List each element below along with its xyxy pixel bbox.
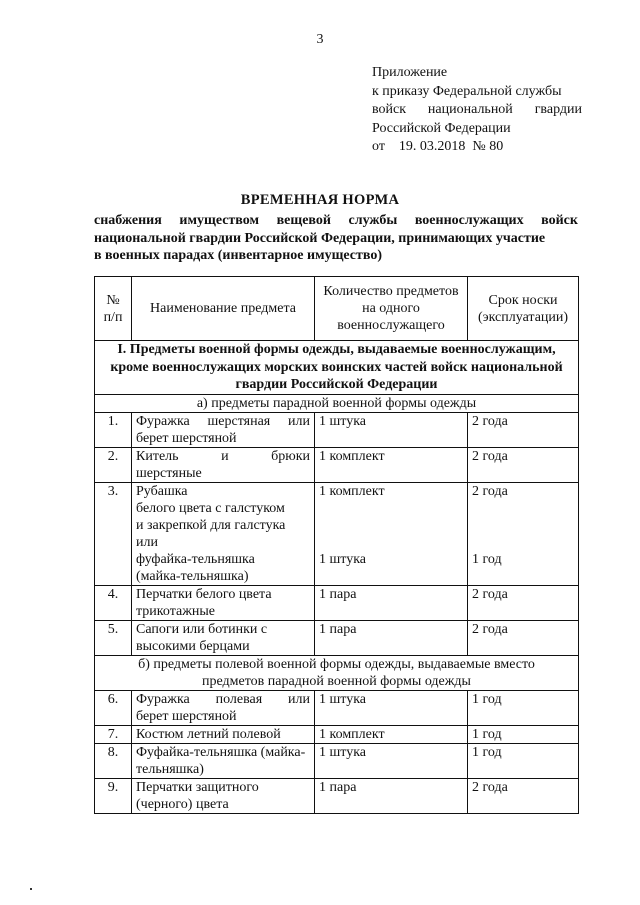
- row-name: Перчатки белого цвета трикотажные: [132, 585, 315, 620]
- row-qty: [315, 482, 468, 585]
- row-qty: 1 комплект: [315, 447, 468, 482]
- term-value: 2 года: [472, 483, 508, 499]
- subtitle-line: в военных парадах (инвентарное имущество): [94, 248, 383, 263]
- table-row: [95, 778, 579, 813]
- row-num: 6.: [95, 690, 132, 725]
- appendix-date-line: от 19. 03.2018 № 80: [372, 139, 504, 154]
- row-term: 2 года: [468, 447, 579, 482]
- row-name: [132, 482, 315, 585]
- row-term: 1 год: [468, 690, 579, 725]
- name-line: фуфайка-тельняшка: [136, 551, 255, 567]
- row-qty: 1 штука: [315, 690, 468, 725]
- row-num: 8.: [95, 743, 132, 778]
- table-row: [95, 743, 579, 778]
- row-num: 1.: [95, 412, 132, 447]
- name-line: (майка-тельняшка): [136, 568, 249, 584]
- table-row: [95, 482, 579, 585]
- name-line: берет шерстяной: [136, 430, 237, 446]
- subtitle-word: вещевой: [276, 213, 331, 228]
- appendix-word: национальной: [427, 102, 513, 117]
- row-num: 9.: [95, 778, 132, 813]
- subsection-row: [95, 394, 579, 412]
- subtitle-word: имуществом: [179, 213, 260, 228]
- subtitle-word: войск: [541, 213, 578, 228]
- scan-speck: [30, 888, 32, 890]
- row-name: Сапоги или ботинки с высокими берцами: [132, 620, 315, 655]
- subtitle-word: военнослужащих: [414, 213, 524, 228]
- subtitle-line: национальной гвардии Российской Федерации, принимающих участие: [94, 230, 546, 246]
- name-line: берет шерстяной: [136, 708, 237, 724]
- appendix-line: Приложение: [372, 65, 448, 80]
- appendix-word: гвардии: [534, 102, 582, 117]
- name-word: и: [221, 448, 229, 464]
- row-term: 2 года: [468, 585, 579, 620]
- qty-value: 1 комплект: [319, 483, 385, 499]
- row-name: Фуфайка-тельняшка (майка-тельняшка): [132, 743, 315, 778]
- name-word: или: [288, 413, 310, 429]
- row-term: 1 год: [468, 743, 579, 778]
- row-qty: 1 пара: [315, 585, 468, 620]
- header-term: Срок носки (эксплуатации): [468, 277, 579, 341]
- row-qty: 1 пара: [315, 778, 468, 813]
- name-word: полевая: [215, 691, 263, 707]
- appendix-word: войск: [372, 102, 407, 117]
- row-num: 4.: [95, 585, 132, 620]
- name-word: шерстяная: [207, 413, 271, 429]
- name-line: [136, 413, 310, 430]
- section-title: I. Предметы военной формы одежды, выдаваемые военнослужащим, кроме военнослужащих морских воинских частей войск национальной гвардии Российской Федерации: [95, 341, 579, 395]
- row-name: Перчатки защитного (черного) цвета: [132, 778, 315, 813]
- subtitle-line: [94, 212, 578, 230]
- row-name: [132, 447, 315, 482]
- appendix-line: Российской Федерации: [372, 120, 511, 136]
- name-line: [136, 448, 310, 465]
- name-line: и закрепкой для галстука: [136, 517, 286, 533]
- name-line: белого цвета с галстуком: [136, 500, 285, 516]
- row-name: [132, 690, 315, 725]
- name-word: Фуражка: [136, 413, 190, 429]
- row-name: [132, 412, 315, 447]
- row-num: 5.: [95, 620, 132, 655]
- name-line: Рубашка: [136, 483, 188, 499]
- header-num: № п/п: [95, 277, 132, 341]
- row-name: Костюм летний полевой: [132, 725, 315, 743]
- row-qty: 1 штука: [315, 412, 468, 447]
- header-qty: Количество предметов на одного военнослужащего: [315, 277, 468, 341]
- row-num: 3.: [95, 482, 132, 585]
- table-header-row: [95, 277, 579, 341]
- term-value: 1 год: [472, 551, 502, 567]
- name-line: шерстяные: [136, 465, 202, 481]
- table-row: [95, 412, 579, 447]
- table-row: [95, 585, 579, 620]
- row-num: 7.: [95, 725, 132, 743]
- row-qty: 1 штука: [315, 743, 468, 778]
- subsection-row: [95, 655, 579, 690]
- row-term: 2 года: [468, 412, 579, 447]
- section-row: [95, 341, 579, 395]
- page-number: 3: [316, 32, 324, 47]
- row-term: [468, 482, 579, 585]
- norms-table: [94, 276, 579, 814]
- name-word: или: [288, 691, 310, 707]
- row-term: 1 год: [468, 725, 579, 743]
- row-term: 2 года: [468, 620, 579, 655]
- name-word: брюки: [271, 448, 310, 464]
- subtitle-word: службы: [348, 213, 398, 228]
- document-subtitle: [94, 212, 578, 265]
- subsection-a-title: а) предметы парадной военной формы одежды: [95, 394, 579, 412]
- header-name: Наименование предмета: [132, 277, 315, 341]
- subsection-b-title: б) предметы полевой военной формы одежды, выдаваемые вместо предметов парадной военной формы одежды: [95, 655, 579, 690]
- table-row: [95, 725, 579, 743]
- table-row: [95, 620, 579, 655]
- table-row: [95, 690, 579, 725]
- appendix-line: к приказу Федеральной службы: [372, 83, 562, 99]
- qty-value: 1 штука: [319, 551, 367, 567]
- document-title: ВРЕМЕННАЯ НОРМА: [240, 192, 400, 208]
- appendix-line: [372, 101, 582, 120]
- name-word: Китель: [136, 448, 179, 464]
- subtitle-word: снабжения: [94, 213, 162, 228]
- table-row: [95, 447, 579, 482]
- row-num: 2.: [95, 447, 132, 482]
- name-line: [136, 691, 310, 708]
- appendix-header: [372, 64, 602, 157]
- row-qty: 1 пара: [315, 620, 468, 655]
- row-qty: 1 комплект: [315, 725, 468, 743]
- name-line: или: [136, 534, 158, 550]
- row-term: 2 года: [468, 778, 579, 813]
- name-word: Фуражка: [136, 691, 190, 707]
